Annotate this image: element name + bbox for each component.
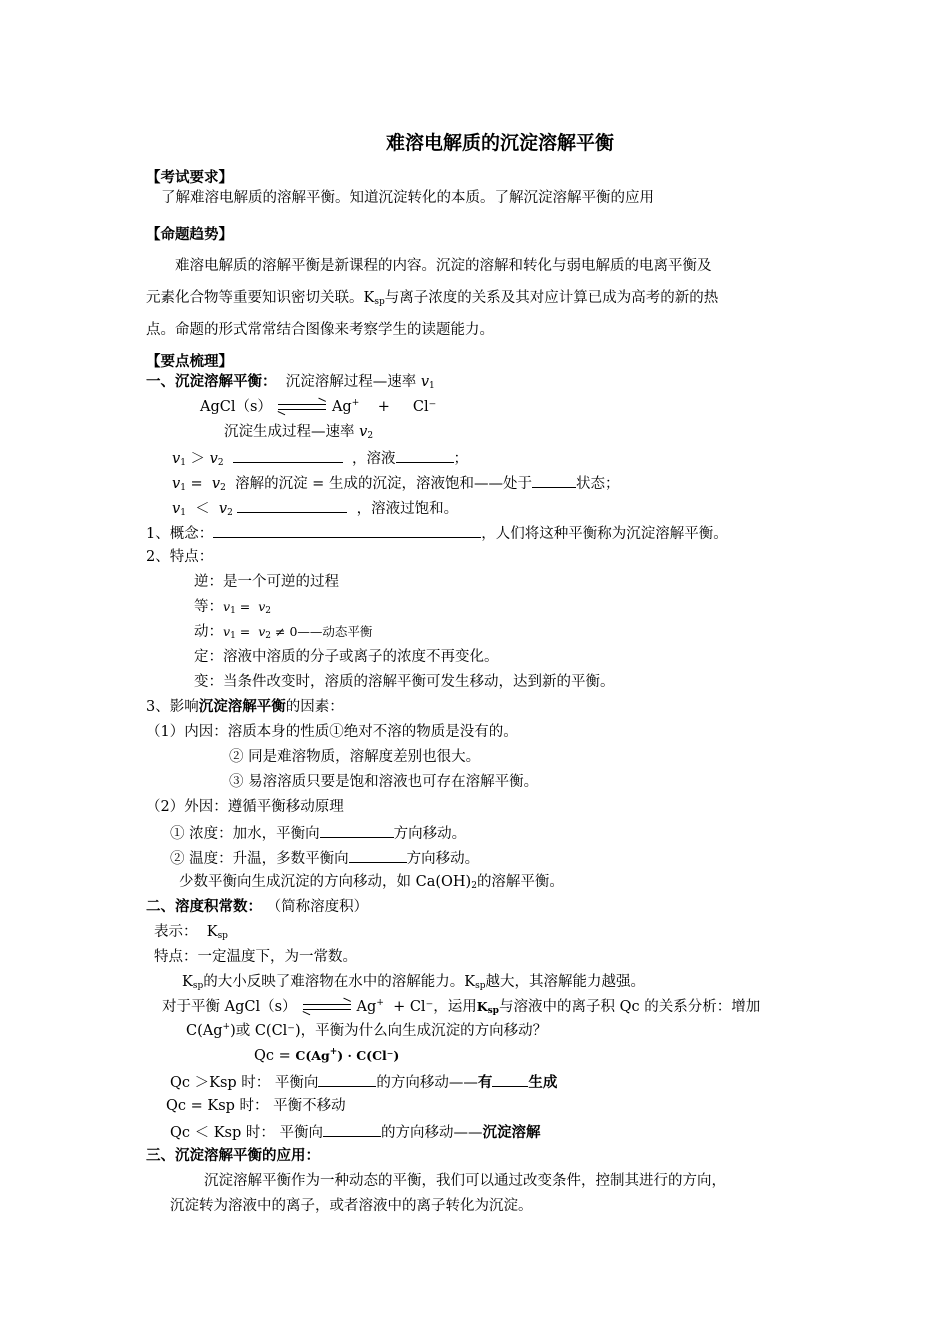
page-title: 难溶电解质的沉淀溶解平衡 bbox=[385, 132, 614, 154]
fill-blank[interactable] bbox=[323, 1121, 381, 1137]
feature-dynamic: 动：$v_1 = v_2$ ≠ 0——动态平衡 bbox=[194, 624, 373, 641]
section-3-heading: 三、沉淀溶解平衡的应用： bbox=[146, 1147, 320, 1164]
ksp-meaning: $K_{sp}$的大小反映了难溶物在水中的溶解能力。$K_{sp}$越大，其溶解能力越强。 bbox=[182, 974, 645, 991]
external-exception: 少数平衡向生成沉淀的方向移动，如 $Ca(OH)_2$的溶解平衡。 bbox=[179, 874, 564, 891]
qc-equal-ksp: Qc = Ksp 时： 平衡不移动 bbox=[166, 1098, 346, 1114]
concept-line: 1、概念： ，人们将这种平衡称为沉淀溶解平衡。 bbox=[146, 522, 728, 544]
application-line-1: 沉淀溶解平衡作为一种动态的平衡，我们可以通过改变条件，控制其进行的方向， bbox=[204, 1173, 726, 1189]
fill-blank[interactable] bbox=[213, 522, 481, 538]
trend-heading: 【命题趋势】 bbox=[146, 226, 233, 243]
section-1-heading: 一、沉淀溶解平衡： 沉淀溶解过程—速率 $v_1$ bbox=[146, 373, 435, 391]
internal-cause-3: ③ 易溶溶质只要是饱和溶液也可存在溶解平衡。 bbox=[229, 774, 539, 790]
trend-paragraph-line-3: 点。命题的形式常常结合图像来考察学生的读题能力。 bbox=[146, 322, 494, 338]
ksp-analysis-line-1: 对于平衡 AgCl（s） Ag+ + Cl⁻，运用$K_{sp}$与溶液中的离子积 Qc 的关系分析：增加 bbox=[162, 998, 761, 1016]
trend-paragraph-line-1: 难溶电解质的溶解平衡是新课程的内容。沉淀的溶解和转化与弱电解质的电离平衡及 bbox=[175, 258, 712, 274]
fill-blank[interactable] bbox=[396, 447, 454, 463]
qc-formula: Qc = C(Ag+) · C(Cl⁻) bbox=[254, 1047, 400, 1064]
exam-requirements-heading: 【考试要求】 bbox=[146, 169, 233, 186]
fill-blank[interactable] bbox=[237, 497, 347, 513]
qc-less-than-ksp: Qc ＜ Ksp 时： 平衡向 的方向移动——沉淀溶解 bbox=[170, 1121, 541, 1143]
feature-change: 变：当条件改变时，溶质的溶解平衡可发生移动，达到新的平衡。 bbox=[194, 674, 615, 690]
key-points-heading: 【要点梳理】 bbox=[146, 353, 233, 370]
feature-reversible: 逆：是一个可逆的过程 bbox=[194, 574, 339, 590]
external-temperature: ② 温度：升温，多数平衡向 方向移动。 bbox=[170, 847, 479, 869]
influence-heading: 3、影响沉淀溶解平衡的因素： bbox=[146, 698, 344, 715]
fill-blank[interactable] bbox=[318, 1071, 376, 1087]
feature-constant: 定：溶液中溶质的分子或离子的浓度不再变化。 bbox=[194, 649, 499, 665]
precipitation-rate-line: 沉淀生成过程—速率 $v_2$ bbox=[224, 424, 374, 441]
external-cause: （2）外因：遵循平衡移动原理 bbox=[146, 799, 344, 815]
application-line-2: 沉淀转为溶液中的离子，或者溶液中的离子转化为沉淀。 bbox=[170, 1198, 533, 1214]
qc-greater-than-ksp: Qc ＞Ksp 时： 平衡向 的方向移动——有 生成 bbox=[170, 1071, 557, 1093]
internal-cause-2: ② 同是难溶物质，溶解度差别也很大。 bbox=[229, 749, 481, 765]
exam-requirements-text: 了解难溶电解质的溶解平衡。知道沉淀转化的本质。了解沉淀溶解平衡的应用 bbox=[161, 190, 654, 206]
equilibrium-arrow-icon bbox=[303, 1001, 351, 1013]
equilibrium-arrow-icon bbox=[278, 401, 326, 413]
rate-comparison-gt: $v_1 > v_2$ ，溶液 ； bbox=[172, 447, 468, 469]
section-2-heading: 二、溶度积常数： （简称溶度积） bbox=[146, 898, 369, 915]
feature-equal: 等：$v_1 = v_2$ bbox=[194, 599, 272, 616]
trend-paragraph-line-2: 元素化合物等重要知识密切关联。$K_{sp}$与离子浓度的关系及其对应计算已成为高考的新的热 bbox=[146, 290, 719, 307]
fill-blank[interactable] bbox=[233, 447, 343, 463]
fill-blank[interactable] bbox=[320, 822, 394, 838]
features-heading: 2、特点： bbox=[146, 549, 214, 565]
rate-comparison-lt: $v_1 < v_2$ ，溶液过饱和。 bbox=[172, 497, 458, 519]
fill-blank[interactable] bbox=[532, 472, 576, 488]
fill-blank[interactable] bbox=[492, 1071, 528, 1087]
rate-comparison-eq: $v_1 = v_2$ 溶解的沉淀 = 生成的沉淀，溶液饱和——处于 状态； bbox=[172, 472, 619, 494]
ksp-analysis-line-2: C(Ag+)或 C(Cl⁻)，平衡为什么向生成沉淀的方向移动？ bbox=[186, 1022, 548, 1039]
external-concentration: ① 浓度：加水，平衡向 方向移动。 bbox=[170, 822, 466, 844]
internal-cause-1: （1）内因：溶质本身的性质①绝对不溶的物质是没有的。 bbox=[146, 724, 518, 740]
fill-blank[interactable] bbox=[349, 847, 407, 863]
ksp-notation: 表示： $K_{sp}$ bbox=[154, 924, 228, 941]
ksp-feature: 特点：一定温度下，为一常数。 bbox=[154, 949, 357, 965]
dissolution-equation: AgCl（s） Ag+ + Cl⁻ bbox=[200, 398, 437, 415]
